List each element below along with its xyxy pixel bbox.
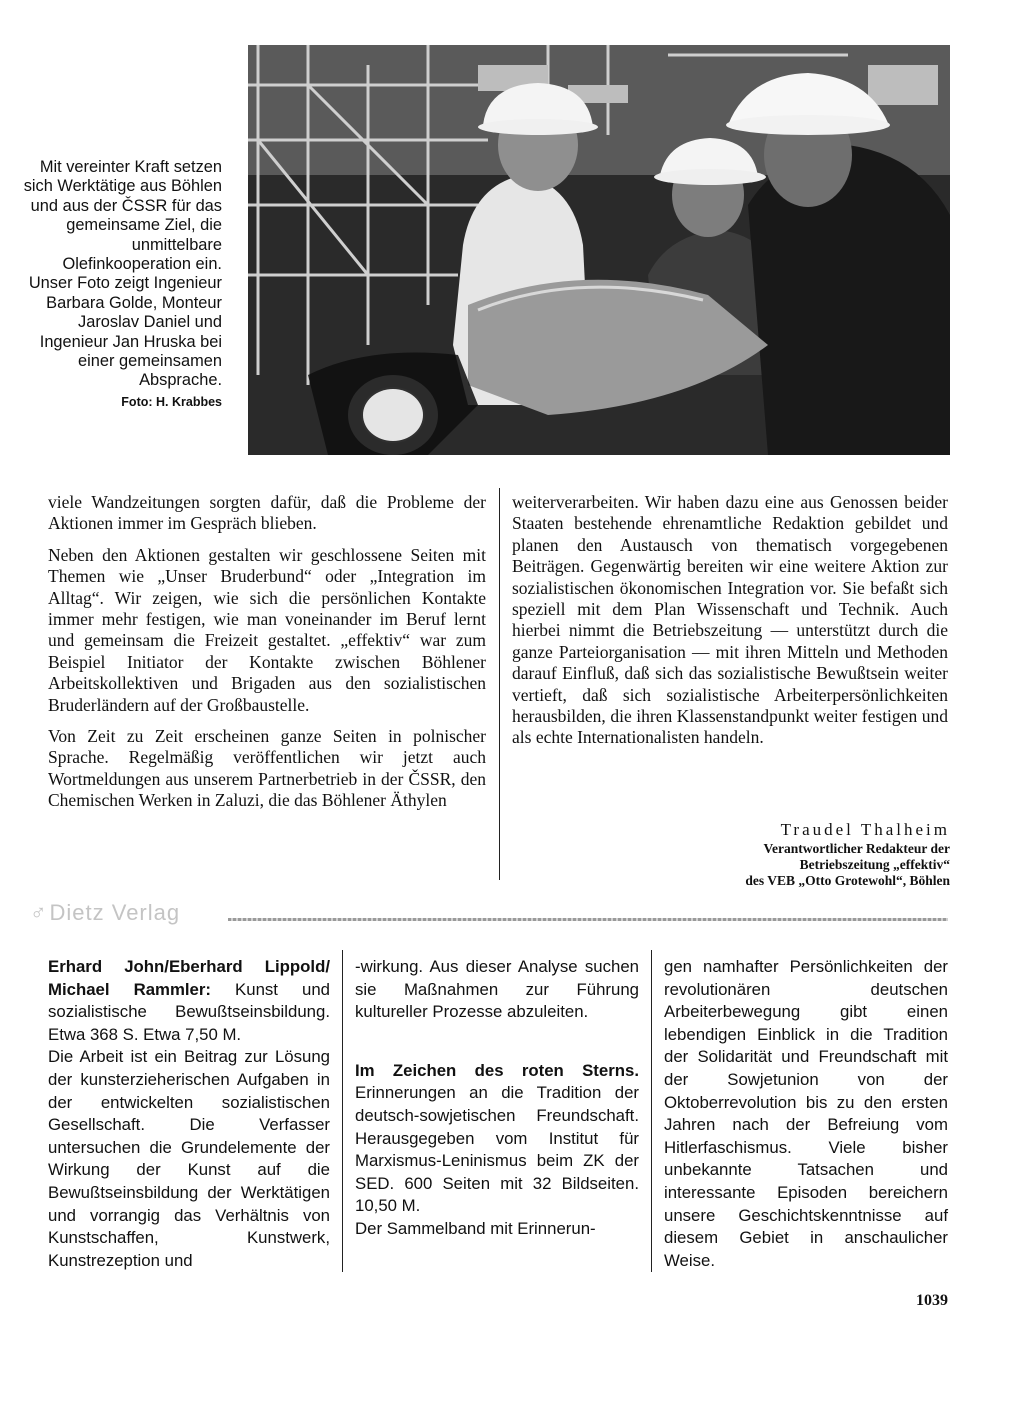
book-entry-header <box>355 1060 639 1218</box>
article-paragraph: Neben den Aktionen gestalten wir geschlossene Seiten mit Themen wie „Unser Bruderbund“ oder „Integration im Alltag“. Wir zeigen, wie sich die persönlichen Kontakte immer mehr festigen, wie man voneinander im Beruf lernt und gemeinsam die Freizeit gestaltet. „effektiv“ war zum Beispiel Initiator der Kontakte zwischen Böhlener Arbeitskollektiven und Brigaden aus den sozialistischen Bruderländern auf der Großbaustelle. <box>48 544 486 715</box>
author-name: Traudel Thalheim <box>780 820 950 839</box>
book-details: Kunst und sozialistische Bewußtseinsbildung. Etwa 368 S. Etwa 7,50 M. <box>48 979 330 1044</box>
book-description-continued: gen namhafter Persönlichkeiten der revolutionären deutschen Arbeiterbewegung gibt einen lebendigen Einblick in die Tradition der Solidarität und Freundschaft mit der Sowjetunion von der Oktoberrevolution bis zu den ersten Jahren nach der Befreiung vom Hitlerfaschismus. Viele bisher unbekannte Tatsachen und interessante Episoden bereichern unsere Geschichtskenntnisse auf diesem Gebiet in anschaulicher Weise. <box>664 957 948 1270</box>
workers-photo-illustration <box>248 45 950 455</box>
book-column-2 <box>355 956 639 1241</box>
book-description-continued: -wirkung. Aus dieser Analyse suchen sie Maßnahmen zur Führung kultureller Prozesse abzuleiten. <box>355 957 639 1022</box>
photo-credit: Foto: H. Krabbes <box>121 394 222 409</box>
book-title: Im Zeichen des roten Sterns. <box>355 1060 639 1080</box>
publisher-rule <box>228 918 948 921</box>
dietz-verlag-logo <box>30 900 180 926</box>
page-number: 1039 <box>916 1292 948 1309</box>
publisher-name: Dietz Verlag <box>49 900 181 925</box>
book-column-divider <box>342 950 343 1272</box>
workers-photo <box>248 45 950 455</box>
book-entry-header <box>48 956 330 1046</box>
author-role-line: Betriebszeitung „effektiv“ <box>799 857 950 872</box>
book-column-3 <box>664 956 948 1272</box>
book-details: Erinnerungen an die Tradition der deutsch-sowjetischen Freundschaft. Herausgegeben vom Institut für Marxismus-Leninismus beim ZK der SED. 600 Seiten mit 32 Bildseiten. 10,50 M. <box>355 1083 639 1216</box>
dietz-logo-icon: ♂ <box>30 900 48 925</box>
author-signature <box>510 820 950 889</box>
caption-text: Mit vereinter Kraft setzen sich Werktätige aus Böhlen und aus der ČSSR für das gemeinsame Ziel, die unmittelbare Olefinkooperation ein. Unser Foto zeigt Ingenieur Barbara Golde, Monteur Jaroslav Daniel und Ingenieur Jan Hruska bei einer gemeinsamen Absprache. <box>23 158 222 390</box>
article-column-left <box>48 492 486 822</box>
author-role-line: des VEB „Otto Grotewohl“, Böhlen <box>745 873 950 888</box>
article-paragraph: Von Zeit zu Zeit erscheinen ganze Seiten in polnischer Sprache. Regelmäßig veröffentlichen wir jetzt auch Wortmeldungen aus unserem Partnerbetrieb in der ČSSR, den Chemischen Werken in Zaluzi, die das Böhlener Äthylen <box>48 726 486 811</box>
book-title: Erhard John/Eberhard Lippold/ Michael Rammler: <box>48 957 330 999</box>
photo-caption <box>22 158 222 412</box>
book-description: Der Sammelband mit Erinnerun- <box>355 1218 596 1238</box>
article-paragraph: viele Wandzeitungen sorgten dafür, daß die Probleme der Aktionen immer im Gespräch blieben. <box>48 492 486 534</box>
book-description: Die Arbeit ist ein Beitrag zur Lösung der kunsterzieherischen Aufgaben in der entwickelten sozialistischen Gesellschaft. Die Verfasser untersuchen die Grundelemente der Wirkung der Kunst auf die Bewußtseinsbildung der Werktätigen und vorrangig das Verhältnis von Kunstschaffen, Kunstwerk, Kunstrezeption und <box>48 1047 330 1270</box>
book-column-1 <box>48 956 330 1272</box>
book-column-divider <box>651 950 652 1272</box>
author-role-line: Verantwortlicher Redakteur der <box>763 841 950 856</box>
article-paragraph: weiterverarbeiten. Wir haben dazu eine aus Genossen beider Staaten bestehende ehrenamtliche Redaktion gebildet und planen den Austausch von thematisch vorgegebenen Beiträgen. Gegenwärtig bereiten wir eine weitere Aktion zur sozialistischen ökonomischen Integration vor. Sie befaßt sich speziell mit dem Plan Wissenschaft und Technik. Auch hierbei nimmt die Betriebszeitung — unterstützt durch die ganze Parteiorganisation — mit ihren Mitteln und Methoden darauf Einfluß, daß sich das sozialistische Bewußtsein weiter vertieft, daß sich sozialistische Arbeiterpersönlichkeiten herausbilden, die ihren Klassenstandpunkt weiter festigen und als echte Internationalisten handeln. <box>512 492 948 748</box>
article-column-right <box>512 492 948 759</box>
column-divider <box>499 488 500 880</box>
